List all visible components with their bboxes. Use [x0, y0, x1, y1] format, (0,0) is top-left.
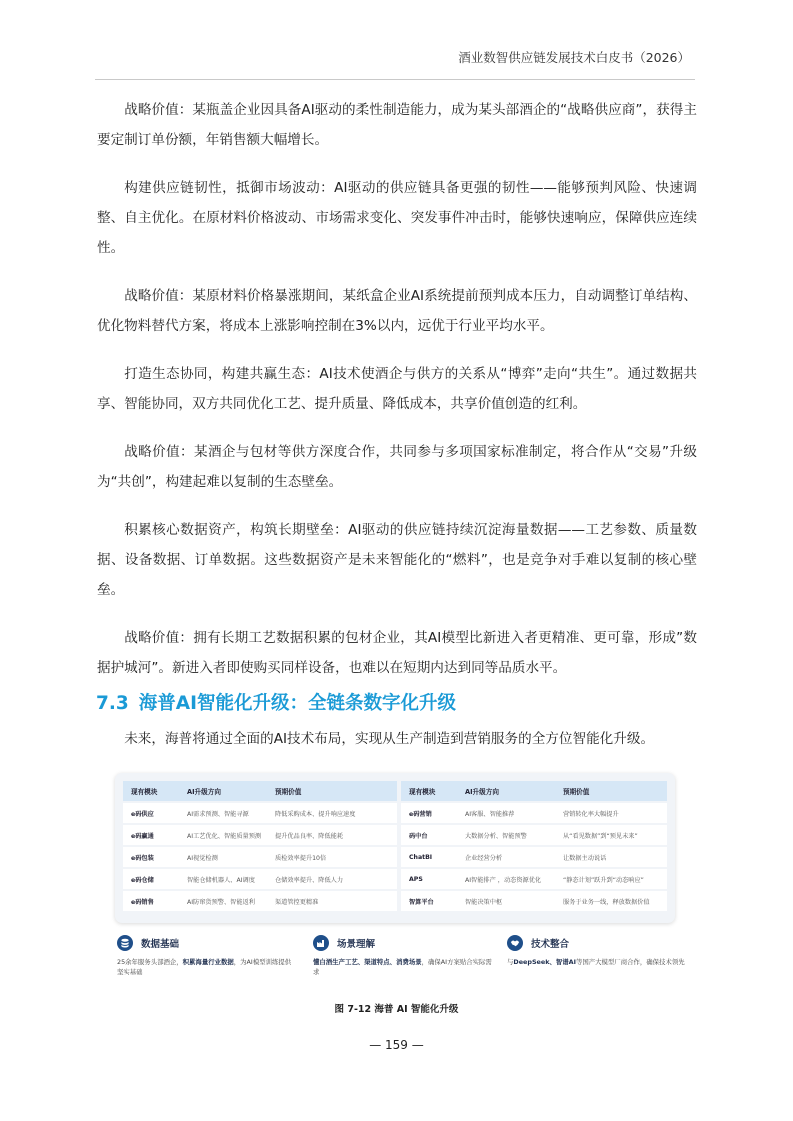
table-header: 现有模块: [123, 781, 179, 802]
table-cell: AI客服、智能推荐: [457, 802, 555, 824]
header-divider: [95, 79, 695, 80]
table-cell: AI防窜货预警、智能返利: [179, 890, 267, 911]
feature-title: 数据基础: [141, 939, 180, 950]
upgrade-table-card: [115, 773, 675, 923]
paragraph: 积累核心数据资产，构筑长期壁垒：AI驱动的供应链持续沉淀海量数据——工艺参数、质量数据、设备数据、订单数据。这些数据资产是未来智能化的“燃料”，也是竞争对手难以复制的核心壁垒。: [97, 522, 697, 598]
table-cell: 仓储效率提升、降低人力: [267, 868, 397, 890]
table-cell: 智算平台: [401, 890, 457, 911]
table-cell: e码包装: [123, 846, 179, 868]
feature-title: 技术整合: [531, 939, 570, 950]
table-cell: e码仓储: [123, 868, 179, 890]
paragraph: 构建供应链韧性，抵御市场波动：AI驱动的供应链具备更强的韧性——能够预判风险、快速调整、自主优化。在原材料价格波动、市场需求变化、突发事件冲击时，能够快速响应，保障供应连续性。: [97, 180, 697, 256]
figure-ai-upgrade: [115, 773, 685, 995]
table-cell: 提升优品良率、降低能耗: [267, 824, 397, 846]
table-row: [123, 846, 667, 868]
paragraph: 战略价值：某瓶盖企业因具备AI驱动的柔性制造能力，成为某头部酒企的“战略供应商”，获得主要定制订单份额，年销售额大幅增长。: [97, 102, 697, 148]
section-title: 海普AI智能化升级：全链条数字化升级: [138, 693, 456, 714]
feature-desc: 与DeepSeek、智谱AI等国产大模型厂商合作，确保技术领先: [507, 958, 685, 966]
table-header: 预期价值: [267, 781, 397, 802]
feature-data-foundation: [117, 933, 297, 977]
table-cell: AI工艺优化、智能质量预测: [179, 824, 267, 846]
table-cell: e码营销: [401, 802, 457, 824]
database-icon: [117, 935, 133, 951]
feature-tech-integration: [507, 933, 687, 967]
section-intro: 未来，海普将通过全面的AI技术布局，实现从生产制造到营销服务的全方位智能化升级。: [124, 731, 655, 747]
table-cell: ChatBI: [401, 846, 457, 868]
table-header: AI升级方向: [457, 781, 555, 802]
feature-desc: 懂白酒生产工艺、渠道特点、消费场景，确保AI方案贴合实际需求: [313, 958, 492, 976]
table-cell: 大数据分析、智能预警: [457, 824, 555, 846]
section-heading: [96, 689, 697, 719]
feature-strip: [115, 933, 685, 983]
table-cell: 让数据主动说话: [555, 846, 667, 868]
upgrade-table: [123, 781, 667, 911]
feature-title: 场景理解: [337, 939, 376, 950]
table-cell: 从“看见数据”到“预见未来”: [555, 824, 667, 846]
table-cell: 服务于业务一线，释放数据价值: [555, 890, 667, 911]
paragraph: 战略价值：某原材料价格暴涨期间，某纸盒企业AI系统提前预判成本压力，自动调整订单结构、优化物料替代方案，将成本上涨影响控制在3%以内，远优于行业平均水平。: [97, 288, 697, 334]
table-cell: APS: [401, 868, 457, 890]
table-cell: 企业经营分析: [457, 846, 555, 868]
handshake-icon: [507, 935, 523, 951]
table-row: [123, 868, 667, 890]
table-cell: 码中台: [401, 824, 457, 846]
feature-desc: 25余年服务头部酒企，积累海量行业数据，为AI模型训练提供坚实基础: [117, 958, 292, 976]
header-title: 酒业数智供应链发展技术白皮书（2026）: [458, 50, 690, 65]
page-body: [97, 95, 697, 763]
figure-caption: 图 7-12 海普 AI 智能化升级: [334, 1004, 459, 1015]
table-cell: e码供应: [123, 802, 179, 824]
table-cell: 渠道管控更精准: [267, 890, 397, 911]
table-row: [123, 802, 667, 824]
table-header-row: [123, 781, 667, 802]
table-row: [123, 890, 667, 911]
table-header: 现有模块: [401, 781, 457, 802]
table-cell: 智能仓储机器人、AI调度: [179, 868, 267, 890]
section-number: 7.3: [96, 693, 129, 714]
table-header: AI升级方向: [179, 781, 267, 802]
factory-icon: [313, 935, 329, 951]
table-cell: AI视觉检测: [179, 846, 267, 868]
table-cell: e码赢通: [123, 824, 179, 846]
table-cell: 质检效率提升10倍: [267, 846, 397, 868]
table-cell: e码销售: [123, 890, 179, 911]
table-cell: AI智能排产 ，动态资源优化: [457, 868, 555, 890]
page-number: — 159 —: [369, 1038, 424, 1052]
feature-scene-understanding: [313, 933, 493, 977]
paragraph: 打造生态协同，构建共赢生态：AI技术使酒企与供方的关系从“博弈”走向“共生”。通过数据共享、智能协同，双方共同优化工艺、提升质量、降低成本，共享价值创造的红利。: [97, 366, 697, 412]
table-row: [123, 824, 667, 846]
paragraph: 战略价值：拥有长期工艺数据积累的包材企业，其AI模型比新进入者更精准、更可靠，形成”数据护城河”。新进入者即使购买同样设备，也难以在短期内达到同等品质水平。: [97, 630, 697, 676]
table-cell: 降低采购成本、提升响应速度: [267, 802, 397, 824]
table-cell: AI需求预测、智能寻源: [179, 802, 267, 824]
table-cell: “静态计划”跃升到“动态响应”: [555, 868, 667, 890]
paragraph: 战略价值：某酒企与包材等供方深度合作，共同参与多项国家标准制定，将合作从“交易”升级为“共创”，构建起难以复制的生态壁垒。: [97, 444, 697, 490]
table-header: 预期价值: [555, 781, 667, 802]
table-cell: 智能决策中枢: [457, 890, 555, 911]
table-cell: 营销转化率大幅提升: [555, 802, 667, 824]
